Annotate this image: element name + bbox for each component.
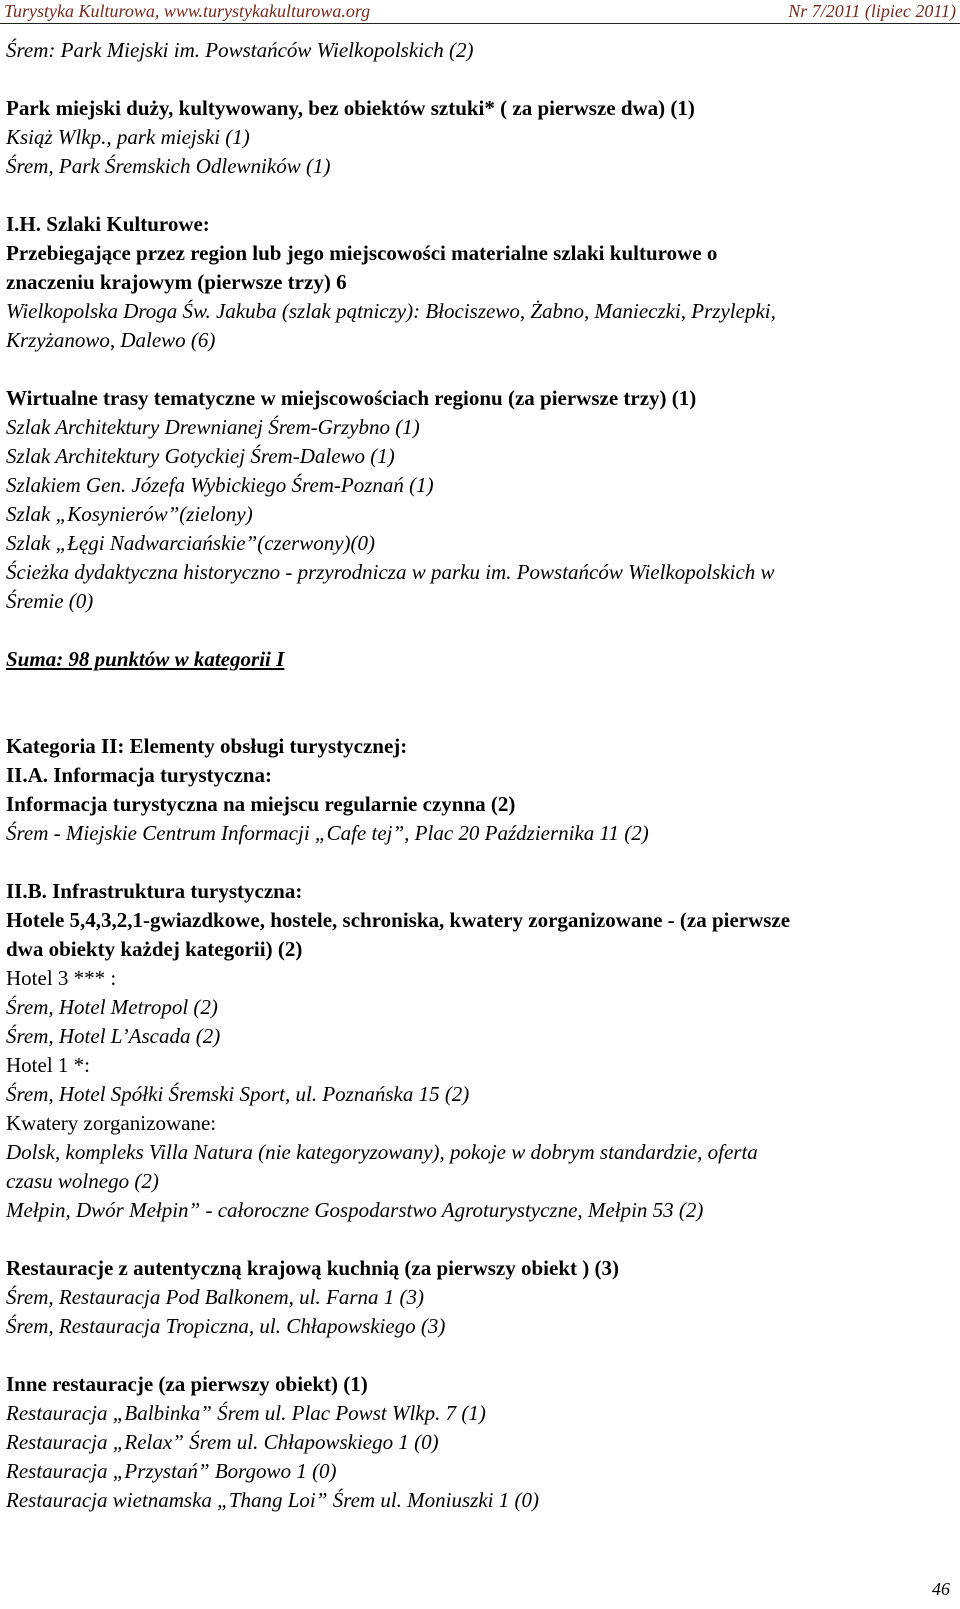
- heading-line: Hotele 5,4,3,2,1-gwiazdkowe, hostele, schroniska, kwatery zorganizowane - (za pierwsze: [6, 908, 791, 932]
- heading-line: Kategoria II: Elementy obsługi turystycznej:: [6, 734, 408, 758]
- text-line: Szlak „Kosynierów”(zielony): [6, 502, 253, 526]
- heading-line: Park miejski duży, kultywowany, bez obiektów sztuki* ( za pierwsze dwa) (1): [6, 96, 695, 120]
- page-header: [0, 0, 960, 24]
- text-line: Krzyżanowo, Dalewo (6): [6, 328, 216, 352]
- text-line: Kwatery zorganizowane:: [6, 1111, 217, 1135]
- text-line: Śrem: Park Miejski im. Powstańców Wielkopolskich (2): [6, 38, 474, 62]
- heading-line: I.H. Szlaki Kulturowe:: [6, 212, 210, 236]
- text-line: Książ Wlkp., park miejski (1): [6, 125, 250, 149]
- blank-line: [6, 703, 946, 732]
- blank-line: [6, 848, 946, 877]
- blank-line: [6, 181, 946, 210]
- blank-line: [6, 1225, 946, 1254]
- heading-line: II.A. Informacja turystyczna:: [6, 763, 272, 787]
- text-line: Śremie (0): [6, 589, 94, 613]
- text-line: Śrem - Miejskie Centrum Informacji „Cafe tej”, Plac 20 Października 11 (2): [6, 821, 649, 845]
- text-line: Śrem, Restauracja Pod Balkonem, ul. Farna 1 (3): [6, 1285, 424, 1309]
- text-line: czasu wolnego (2): [6, 1169, 159, 1193]
- header-right: Nr 7/2011 (lipiec 2011): [788, 1, 956, 21]
- text-line: Restauracja „Relax” Śrem ul. Chłapowskiego 1 (0): [6, 1430, 439, 1454]
- text-line: Szlak „Łęgi Nadwarciańskie”(czerwony)(0): [6, 531, 376, 555]
- heading-line: Wirtualne trasy tematyczne w miejscowościach regionu (za pierwsze trzy) (1): [6, 386, 697, 410]
- text-line: Restauracja „Przystań” Borgowo 1 (0): [6, 1459, 337, 1483]
- text-line: Dolsk, kompleks Villa Natura (nie kategoryzowany), pokoje w dobrym standardzie, oferta: [6, 1140, 758, 1164]
- text-line: Restauracja wietnamska „Thang Loi” Śrem ul. Moniuszki 1 (0): [6, 1488, 539, 1512]
- text-line: Śrem, Hotel L’Ascada (2): [6, 1024, 221, 1048]
- blank-line: [6, 616, 946, 645]
- text-line: Hotel 1 *:: [6, 1053, 90, 1077]
- text-line: Szlak Architektury Gotyckiej Śrem-Dalewo (1): [6, 444, 395, 468]
- text-line: Ścieżka dydaktyczna historyczno - przyrodnicza w parku im. Powstańców Wielkopolskich w: [6, 560, 775, 584]
- heading-line: II.B. Infrastruktura turystyczna:: [6, 879, 303, 903]
- blank-line: [6, 1341, 946, 1370]
- text-line: Szlakiem Gen. Józefa Wybickiego Śrem-Poznań (1): [6, 473, 434, 497]
- heading-line: Przebiegające przez region lub jego miejscowości materialne szlaki kulturowe o: [6, 241, 718, 265]
- document-body: [6, 36, 946, 1515]
- text-line: Hotel 3 *** :: [6, 966, 117, 990]
- text-line: Restauracja „Balbinka” Śrem ul. Plac Powst Wlkp. 7 (1): [6, 1401, 486, 1425]
- text-line: Wielkopolska Droga Św. Jakuba (szlak pątniczy): Błociszewo, Żabno, Manieczki, Przylepki,: [6, 299, 776, 323]
- text-line: Mełpin, Dwór Mełpin” - całoroczne Gospodarstwo Agroturystyczne, Mełpin 53 (2): [6, 1198, 704, 1222]
- text-line: Śrem, Hotel Metropol (2): [6, 995, 218, 1019]
- heading-line: Informacja turystyczna na miejscu regularnie czynna (2): [6, 792, 516, 816]
- text-line: Śrem, Park Śremskich Odlewników (1): [6, 154, 331, 178]
- heading-line: dwa obiekty każdej kategorii) (2): [6, 937, 303, 961]
- page-number: 46: [932, 1579, 950, 1599]
- header-left: Turystyka Kulturowa, www.turystykakulturowa.org: [4, 1, 371, 21]
- text-line: Śrem, Hotel Spółki Śremski Sport, ul. Poznańska 15 (2): [6, 1082, 470, 1106]
- text-line: Szlak Architektury Drewnianej Śrem-Grzybno (1): [6, 415, 420, 439]
- heading-line: Suma: 98 punktów w kategorii I: [6, 647, 285, 671]
- blank-line: [6, 355, 946, 384]
- blank-line: [6, 674, 946, 703]
- text-line: Śrem, Restauracja Tropiczna, ul. Chłapowskiego (3): [6, 1314, 446, 1338]
- blank-line: [6, 65, 946, 94]
- heading-line: znaczeniu krajowym (pierwsze trzy) 6: [6, 270, 347, 294]
- heading-line: Inne restauracje (za pierwszy obiekt) (1): [6, 1372, 368, 1396]
- heading-line: Restauracje z autentyczną krajową kuchnią (za pierwszy obiekt ) (3): [6, 1256, 619, 1280]
